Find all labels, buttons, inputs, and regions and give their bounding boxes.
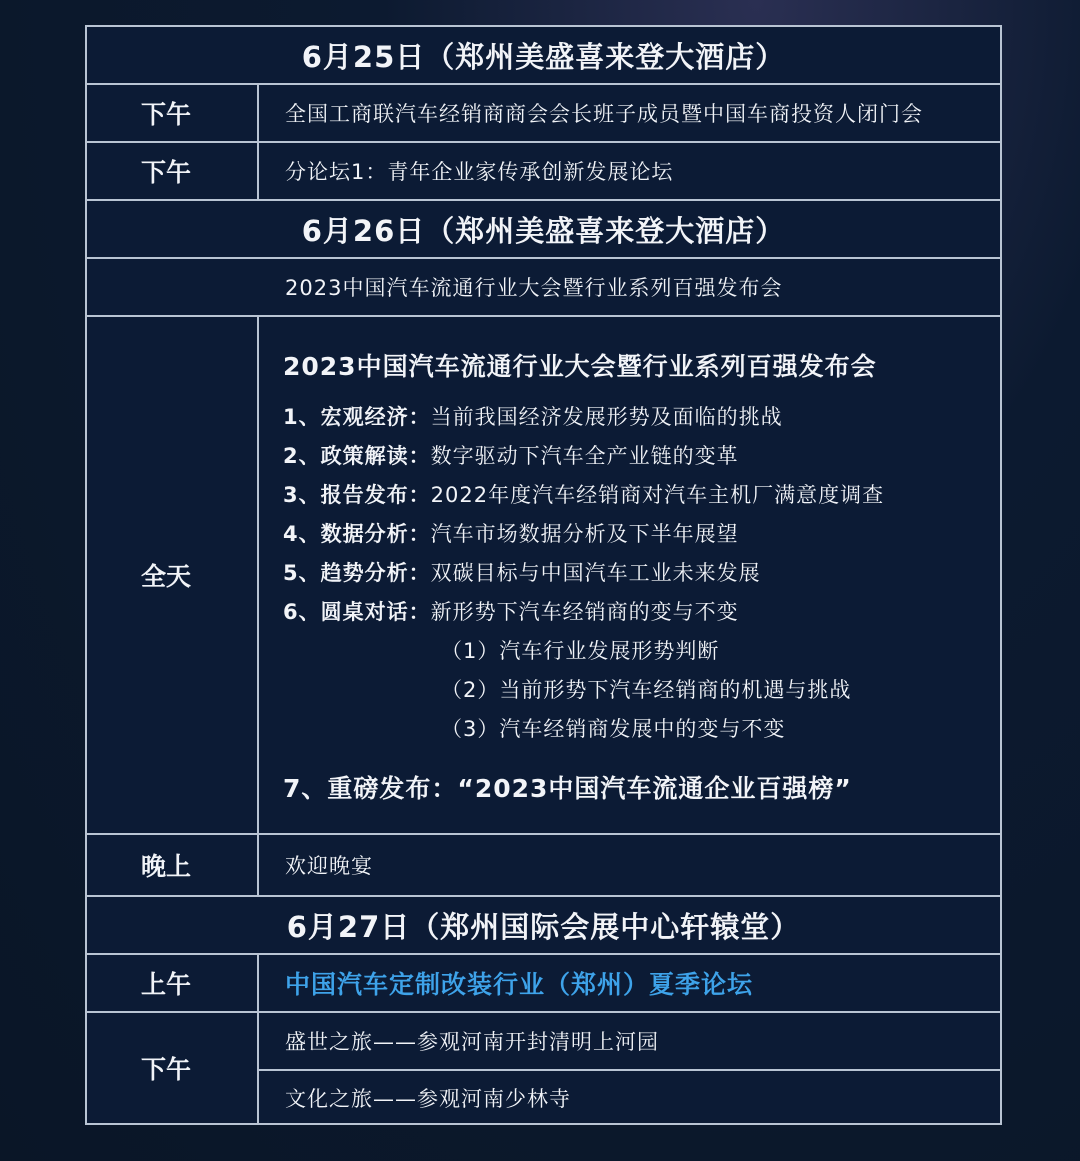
day-title: 6月25日（郑州美盛喜来登大酒店） — [301, 39, 786, 74]
day-title: 6月27日（郑州国际会展中心轩辕堂） — [286, 909, 801, 944]
program-subitem: （1）汽车行业发展形势判断 — [441, 639, 720, 663]
program-subitem: （3）汽车经销商发展中的变与不变 — [441, 717, 786, 741]
banner-row — [87, 257, 1000, 315]
event-text-highlight: 中国汽车定制改装行业（郑州）夏季论坛 — [285, 970, 754, 999]
table-row — [87, 953, 1000, 1011]
table-row — [87, 833, 1000, 895]
event-text: 欢迎晚宴 — [285, 854, 373, 878]
banner-text: 2023中国汽车流通行业大会暨行业系列百强发布会 — [285, 276, 783, 300]
allday-row — [87, 315, 1000, 833]
time-label: 全天 — [87, 317, 259, 833]
program-subitem: （2）当前形势下汽车经销商的机遇与挑战 — [441, 678, 852, 702]
schedule-table — [85, 25, 1002, 1125]
event-text: 文化之旅——参观河南少林寺 — [259, 1069, 1000, 1125]
day-header-0626 — [87, 199, 1000, 257]
time-label: 下午 — [87, 143, 259, 199]
day-header-0625 — [87, 27, 1000, 83]
program-item: 1、宏观经济：当前我国经济发展形势及面临的挑战 — [283, 405, 783, 429]
time-label: 下午 — [87, 85, 259, 141]
time-label: 下午 — [87, 1013, 259, 1123]
table-row — [87, 1011, 1000, 1123]
program-item: 2、政策解读：数字驱动下汽车全产业链的变革 — [283, 444, 739, 468]
table-row — [87, 83, 1000, 141]
program-item: 5、趋势分析：双碳目标与中国汽车工业未来发展 — [283, 561, 761, 585]
program-title: 2023中国汽车流通行业大会暨行业系列百强发布会 — [283, 352, 877, 381]
program-item: 6、圆桌对话：新形势下汽车经销商的变与不变 — [283, 600, 739, 624]
event-text: 分论坛1：青年企业家传承创新发展论坛 — [285, 160, 674, 184]
day-title: 6月26日（郑州美盛喜来登大酒店） — [301, 213, 786, 248]
event-text: 盛世之旅——参观河南开封清明上河园 — [285, 1030, 659, 1054]
table-row — [87, 141, 1000, 199]
program-item-highlight: 7、重磅发布：“2023中国汽车流通企业百强榜” — [283, 774, 852, 803]
program-item: 3、报告发布：2022年度汽车经销商对汽车主机厂满意度调查 — [283, 483, 885, 507]
day-header-0627 — [87, 895, 1000, 953]
event-text: 全国工商联汽车经销商商会会长班子成员暨中国车商投资人闭门会 — [285, 102, 923, 126]
time-label: 上午 — [87, 955, 259, 1011]
time-label: 晚上 — [87, 835, 259, 895]
program-item: 4、数据分析：汽车市场数据分析及下半年展望 — [283, 522, 739, 546]
